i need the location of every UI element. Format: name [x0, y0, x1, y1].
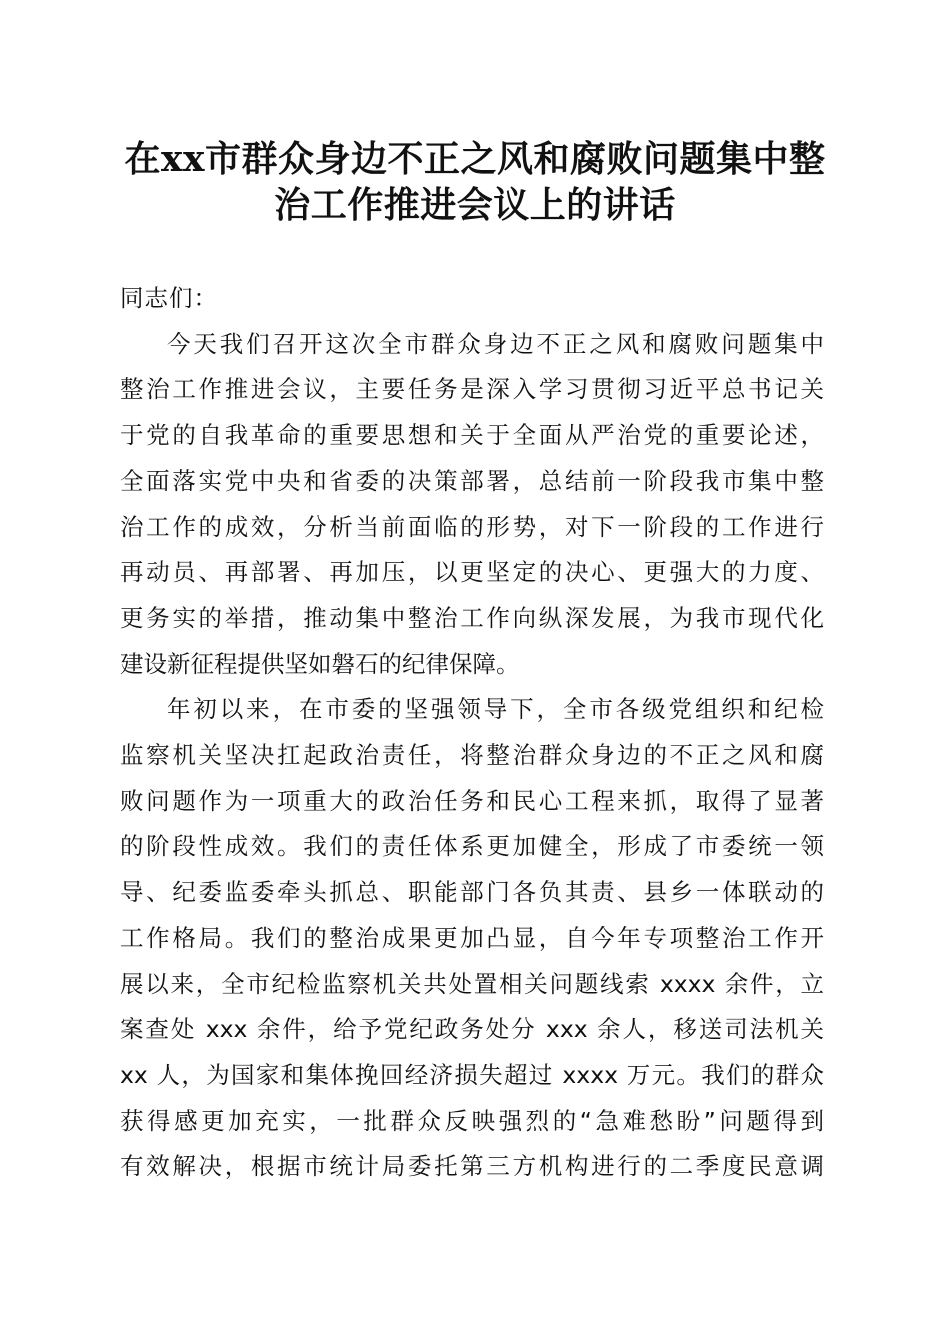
paragraph-1-line: 全面落实党中央和省委的决策部署，总结前一阶段我市集中整	[120, 466, 824, 495]
salutation: 同志们：	[120, 284, 218, 312]
paragraph-1	[120, 322, 824, 688]
title-line-2: 治工作推进会议上的讲话	[274, 184, 676, 226]
document-title	[110, 136, 840, 228]
paragraph-2-line: 败问题作为一项重大的政治任务和民心工程来抓，取得了显著	[120, 786, 824, 815]
paragraph-1-line: 整治工作推进会议，主要任务是深入学习贯彻习近平总书记关	[120, 375, 824, 404]
paragraph-2-line: 导、纪委监委牵头抓总、职能部门各负其责、县乡一体联动的	[120, 878, 824, 907]
paragraph-1-line: 再动员、再部署、再加压，以更坚定的决心、更强大的力度、	[120, 558, 824, 587]
paragraph-1-line: 于党的自我革命的重要思想和关于全面从严治党的重要论述，	[120, 421, 824, 450]
document-body	[120, 276, 824, 1190]
paragraph-2-line: 获得感更加充实，一批群众反映强烈的“急难愁盼”问题得到	[120, 1106, 824, 1135]
paragraph-1-line: 今天我们召开这次全市群众身边不正之风和腐败问题集中	[167, 329, 824, 358]
paragraph-2-line: 工作格局。我们的整治成果更加凸显，自今年专项整治工作开	[120, 923, 824, 952]
paragraph-2-line: 的阶段性成效。我们的责任体系更加健全，形成了市委统一领	[120, 832, 824, 861]
paragraph-2-line: 展以来，全市纪检监察机关共处置相关问题线索 xxxx 余件，立	[120, 969, 824, 998]
paragraph-2-line: 监察机关坚决扛起政治责任，将整治群众身边的不正之风和腐	[120, 741, 824, 770]
paragraph-2-line: 年初以来，在市委的坚强领导下，全市各级党组织和纪检	[167, 695, 824, 724]
paragraph-2	[120, 687, 824, 1190]
paragraph-1-line: 治工作的成效，分析当前面临的形势，对下一阶段的工作进行	[120, 512, 824, 541]
paragraph-1-line: 建设新征程提供坚如磐石的纪律保障。	[120, 649, 520, 678]
paragraph-1-line: 更务实的举措，推动集中整治工作向纵深发展，为我市现代化	[120, 603, 824, 632]
paragraph-2-line: xx 人，为国家和集体挽回经济损失超过 xxxx 万元。我们的群众	[120, 1060, 824, 1089]
title-line-1: 在xx市群众身边不正之风和腐败问题集中整	[124, 138, 826, 180]
paragraph-2-line: 案查处 xxx 余件，给予党纪政务处分 xxx 余人，移送司法机关	[120, 1015, 824, 1044]
paragraph-2-line: 有效解决，根据市统计局委托第三方机构进行的二季度民意调	[120, 1152, 824, 1181]
